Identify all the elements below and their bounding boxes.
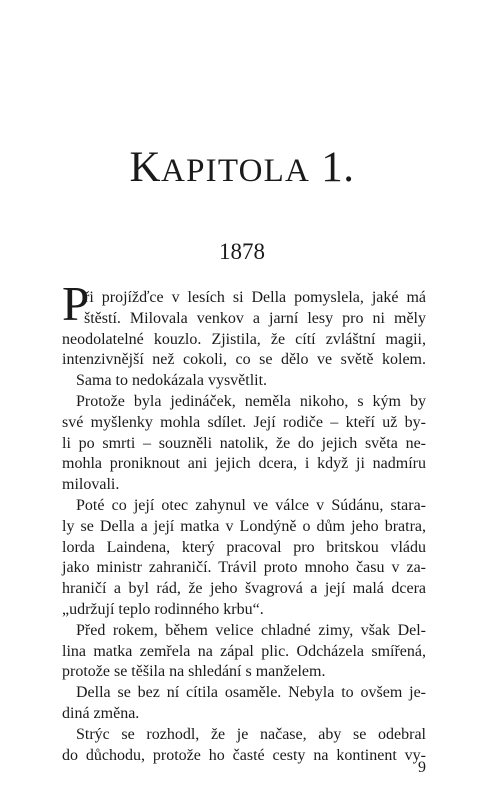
text-line: Della se bez ní cítila osaměle. Nebyla to ovšem je- [76, 684, 426, 702]
drop-cap: P [62, 276, 90, 331]
chapter-title [0, 143, 484, 196]
text-line: neodolatelné kouzlo. Zjistila, že cítí zvláštní magii, [62, 330, 426, 348]
body-text [62, 288, 426, 766]
chapter-title-initial: K [129, 144, 162, 191]
page-number: 9 [418, 759, 426, 776]
text-line: „udržují teplo rodinného krbu“. [62, 600, 264, 618]
text-line: mohla proniknout ani jejich dcera, i když ji nadmíru [62, 455, 426, 473]
text-line: lorda Laindena, který pracoval pro britskou vládu [62, 538, 426, 556]
text-line: lina matka zemřela na zápal plic. Odcházela smířená, [62, 642, 426, 660]
text-line: protože se těšila na shledání s manželem. [62, 663, 326, 681]
chapter-title-rest: APITOLA [161, 153, 311, 189]
chapter-title-number: 1. [310, 144, 355, 191]
text-line: jako ministr zahraničí. Trávil proto mnoho času v za- [62, 559, 426, 577]
text-line: Před rokem, během velice chladné zimy, však Del- [76, 621, 426, 639]
text-line: li po smrti – souzněli natolik, že do jejich světa ne- [62, 434, 426, 452]
text-line: Strýc se rozhodl, že je načase, aby se odebral [76, 725, 426, 743]
text-line: ly se Della a její matka v Londýně o dům jeho bratra, [62, 517, 426, 535]
text-line: Sama to nedokázala vysvětlit. [76, 372, 268, 390]
text-line: své myšlenky mohla sdílet. Její rodiče – kteří už by- [62, 413, 426, 431]
text-line: Poté co její otec zahynul ve válce v Súdánu, stara- [76, 496, 426, 514]
text-line: ři projížďce v lesích si Della pomyslela, jaké má [84, 289, 426, 306]
text-line: milovali. [62, 476, 120, 494]
text-line: do důchodu, protože ho časté cesty na kontinent vy- [62, 746, 426, 764]
text-line: intenzivnější než cokoli, co se dělo ve světě kolem. [62, 351, 426, 369]
chapter-year: 1878 [219, 239, 265, 264]
text-line: diná změna. [62, 704, 140, 722]
text-line: štěstí. Milovala venkov a jarní lesy pro ni měly [84, 309, 426, 327]
text-line: hraničí a byl rád, že jeho švagrová a její malá dcera [62, 580, 426, 598]
text-line: Protože byla jedináček, neměla nikoho, s kým by [76, 392, 426, 410]
